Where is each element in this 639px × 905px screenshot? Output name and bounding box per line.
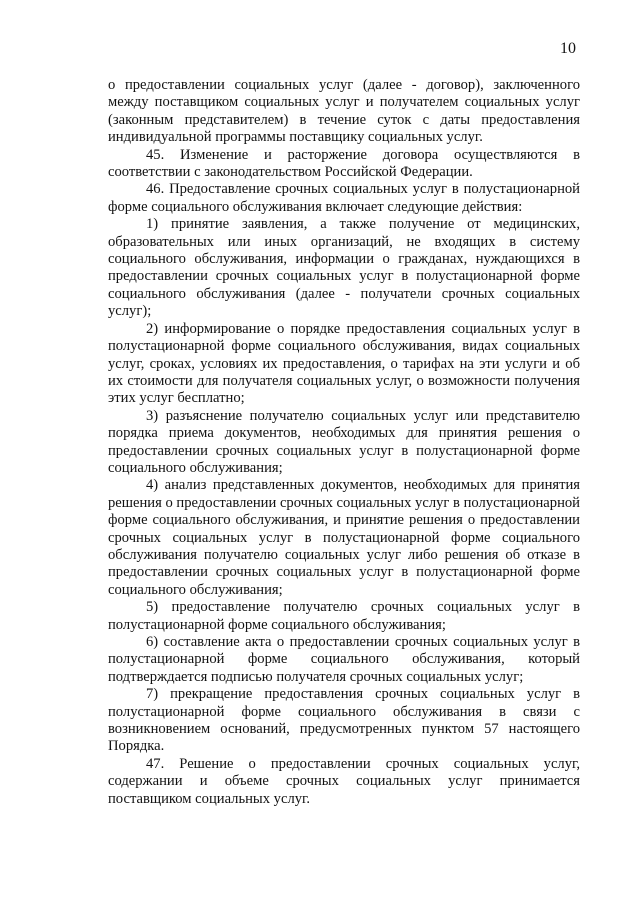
- page-number: 10: [560, 40, 576, 57]
- paragraph: 2) информирование о порядке предоставления социальных услуг в полустационарной форме социального обслуживания, видах социальных услуг, сроках, условиях их предоставления, о тарифах на эти услуги и об их стоимости для получателя социальных услуг, о возможности получения этих услуг бесплатно;: [108, 320, 580, 407]
- paragraph: 4) анализ представленных документов, необходимых для принятия решения о предоставлении срочных социальных услуг в полустационарной форме социального обслуживания, и принятие решения о предоставлении срочных социальных услуг в полустационарной форме социального обслуживания получателю социальных услуг либо решения об отказе в предоставлении срочных социальных услуг в полустационарной форме социального обслуживания;: [108, 477, 580, 598]
- document-body: [108, 77, 580, 808]
- paragraph: 7) прекращение предоставления срочных социальных услуг в полустационарной форме социального обслуживания в связи с возникновением оснований, предусмотренных пунктом 57 настоящего Порядка.: [108, 686, 580, 755]
- paragraph: 3) разъяснение получателю социальных услуг или представителю порядка приема документов, необходимых для принятия решения о предоставлении срочных социальных услуг в полустационарной форме социального обслуживания;: [108, 407, 580, 476]
- paragraph: 1) принятие заявления, а также получение от медицинских, образовательных или иных организаций, не входящих в систему социального обслуживания, информации о гражданах, нуждающихся в предоставлении срочных социальных услуг в полустационарной форме социального обслуживания (далее - получатели срочных социальных услуг);: [108, 216, 580, 320]
- paragraph: 5) предоставление получателю срочных социальных услуг в полустационарной форме социального обслуживания;: [108, 599, 580, 633]
- paragraph: 45. Изменение и расторжение договора осуществляются в соответствии с законодательством Российской Федерации.: [108, 146, 580, 181]
- paragraph: о предоставлении социальных услуг (далее - договор), заключенного между поставщиком социальных услуг и получателем социальных услуг (законным представителем) в течение суток с даты предоставления индивидуальной программы поставщику социальных услуг.: [108, 77, 580, 146]
- paragraph: 6) составление акта о предоставлении срочных социальных услуг в полустационарной форме социального обслуживания, который подтверждается подписью получателя срочных социальных услуг;: [108, 634, 580, 685]
- paragraph: 47. Решение о предоставлении срочных социальных услуг, содержании и объеме срочных социальных услуг принимается поставщиком социальных услуг.: [108, 755, 580, 807]
- paragraph: 46. Предоставление срочных социальных услуг в полустационарной форме социального обслуживания включает следующие действия:: [108, 181, 580, 215]
